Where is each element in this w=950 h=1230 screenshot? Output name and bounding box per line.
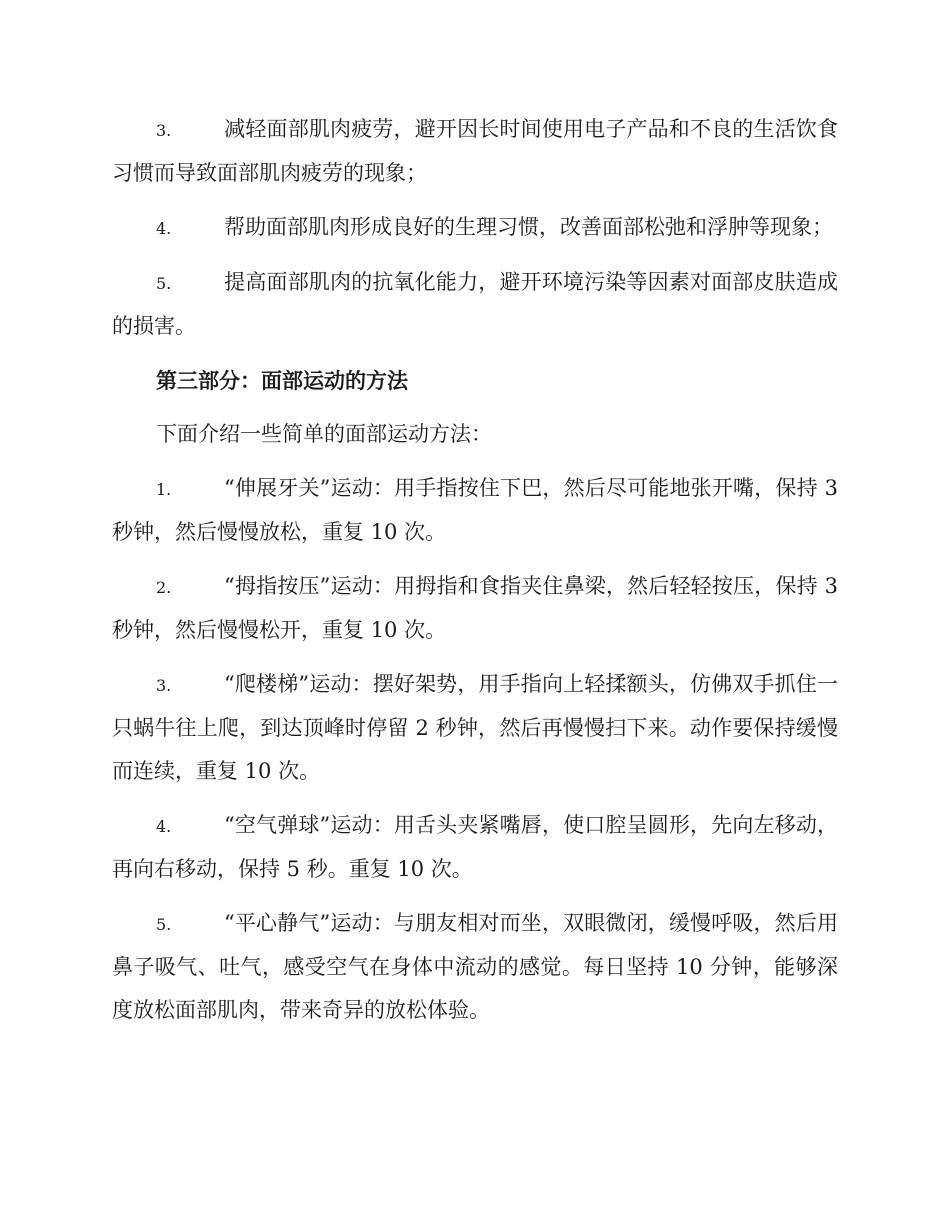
list-item-text: 减轻面部肌肉疲劳，避开因长时间使用电子产品和不良的生活饮食习惯而导致面部肌肉疲劳的现象； (112, 117, 838, 185)
list-item (112, 261, 838, 348)
list-item-text: 提高面部肌肉的抗氧化能力，避开环境污染等因素对面部皮肤造成的损害。 (112, 270, 838, 338)
list-item (112, 902, 838, 1032)
list-item-text: “伸展牙关”运动：用手指按住下巴，然后尽可能地张开嘴，保持 3 秒钟，然后慢慢放松，重复 10 次。 (112, 476, 838, 544)
list-item (112, 804, 838, 891)
list-item-number: 4. (156, 219, 172, 238)
list-item (112, 467, 838, 554)
list-item-number: 4. (156, 817, 172, 836)
list-item-text: “拇指按压”运动：用拇指和食指夹住鼻梁，然后轻轻按压，保持 3 秒钟，然后慢慢松开，重复 10 次。 (112, 574, 838, 642)
list-item-number: 2. (156, 578, 172, 597)
section-intro: 下面介绍一些简单的面部运动方法： (156, 422, 492, 446)
document-body (112, 108, 838, 1043)
list-item-number: 1. (156, 480, 172, 499)
list-item (112, 108, 838, 195)
list-item-text: “平心静气”运动：与朋友相对而坐，双眼微闭，缓慢呼吸，然后用鼻子吸气、吐气，感受空气在身体中流动的感觉。每日坚持 10 分钟，能够深度放松面部肌肉，带来奇异的放松体验。 (112, 911, 838, 1022)
list-item (112, 565, 838, 652)
list-item (112, 663, 838, 793)
list-item-number: 5. (156, 274, 172, 293)
list-item (112, 206, 838, 250)
section-heading: 第三部分：面部运动的方法 (156, 368, 408, 393)
list-item-number: 5. (156, 915, 172, 934)
list-item-text: “爬楼梯”运动：摆好架势，用手指向上轻揉额头，仿佛双手抓住一只蜗牛往上爬，到达顶峰时停留 2 秒钟，然后再慢慢扫下来。动作要保持缓慢而连续，重复 10 次。 (112, 672, 838, 783)
list-item-number: 3. (156, 676, 172, 695)
list-item-number: 3. (156, 121, 172, 140)
list-item-text: “空气弹球”运动：用舌头夹紧嘴唇，使口腔呈圆形，先向左移动，再向右移动，保持 5 秒。重复 10 次。 (112, 813, 838, 881)
list-item-text: 帮助面部肌肉形成良好的生理习惯，改善面部松弛和浮肿等现象； (224, 215, 833, 239)
